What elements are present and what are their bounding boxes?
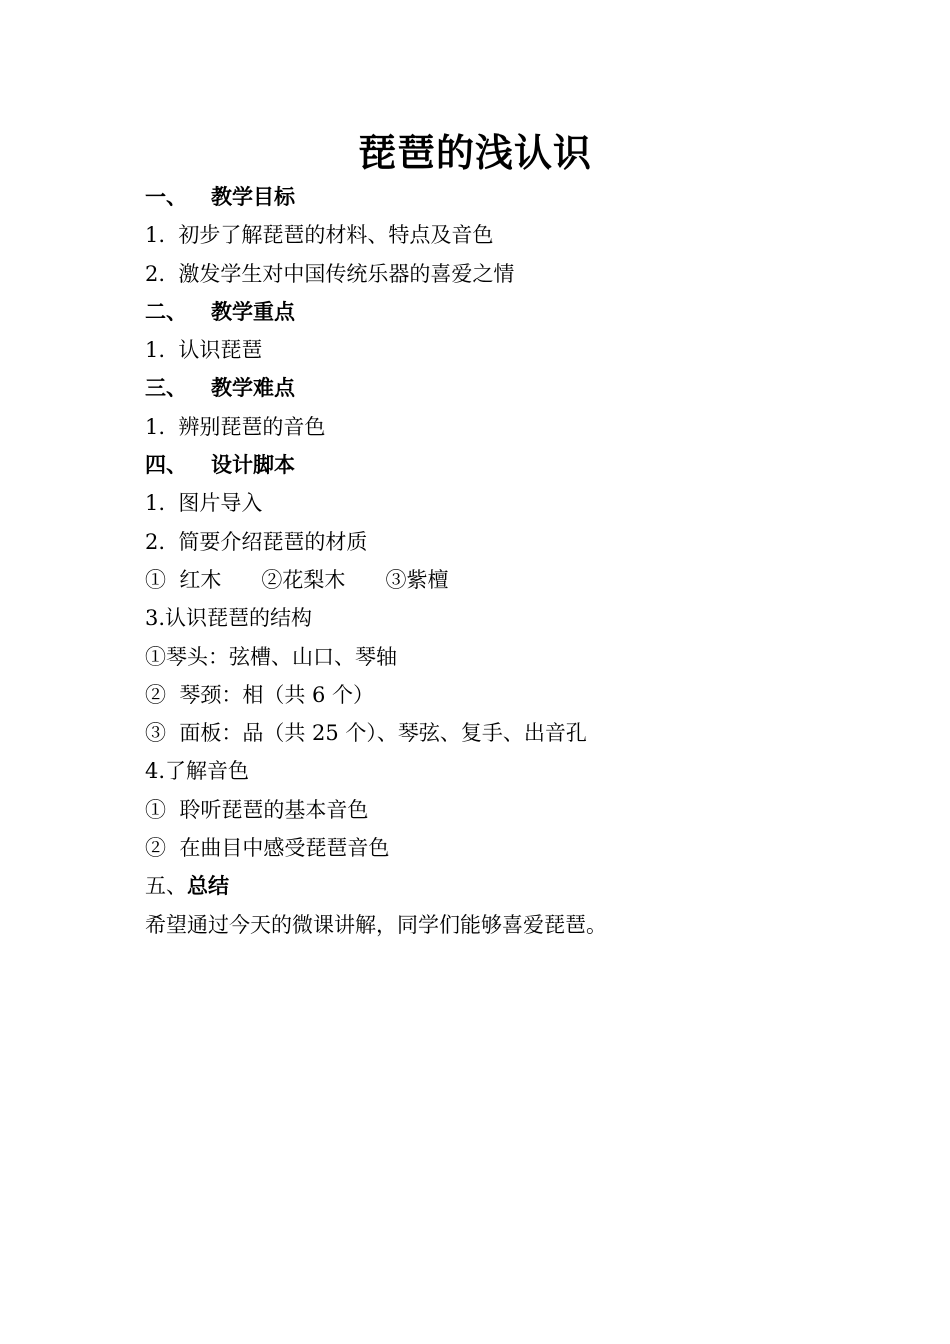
goal-item: 2. 激发学生对中国传统乐器的喜爱之情 xyxy=(145,261,515,286)
section-heading-script xyxy=(145,446,845,484)
goal-item: 1. 初步了解琵琶的材料、特点及音色 xyxy=(145,223,494,248)
section-heading-key-points xyxy=(145,293,845,331)
difficulty-item: 1. 辨别琵琶的音色 xyxy=(145,414,326,439)
section-number: 四、 xyxy=(145,453,187,478)
section-label: 教学重点 xyxy=(211,299,295,324)
section-number: 三、 xyxy=(145,376,187,401)
section-number: 五、 xyxy=(145,874,187,899)
script-item: 1. 图片导入 xyxy=(145,491,263,516)
section-heading-summary xyxy=(145,867,845,905)
section-number: 二、 xyxy=(145,299,187,324)
structure-item: ② 琴颈：相（共 6 个） xyxy=(145,682,375,707)
script-item: 4.了解音色 xyxy=(145,759,250,784)
section-heading-goals xyxy=(145,178,845,216)
timbre-item: ② 在曲目中感受琵琶音色 xyxy=(145,836,390,861)
section-label: 教学目标 xyxy=(211,185,295,209)
script-item: 3.认识琵琶的结构 xyxy=(145,606,313,631)
section-heading-difficulties xyxy=(145,369,845,407)
section-number: 一、 xyxy=(145,185,187,209)
structure-item: ③ 面板：品（共 25 个）、琴弦、复手、出音孔 xyxy=(145,721,587,746)
key-point-item: 1. 认识琵琶 xyxy=(145,338,263,363)
summary-text: 希望通过今天的微课讲解，同学们能够喜爱琵琶。 xyxy=(145,912,607,937)
section-label: 总结 xyxy=(187,874,229,899)
page-title: 琵琶的浅认识 xyxy=(357,131,592,175)
section-label: 教学难点 xyxy=(211,376,295,401)
timbre-item: ① 聆听琵琶的基本音色 xyxy=(145,797,369,822)
document-body xyxy=(145,178,845,944)
section-label: 设计脚本 xyxy=(211,453,295,478)
script-item: 2. 简要介绍琵琶的材质 xyxy=(145,529,368,554)
materials-list: ① 红木 ②花梨木 ③紫檀 xyxy=(145,567,449,592)
structure-item: ①琴头：弦槽、山口、琴轴 xyxy=(145,644,397,669)
